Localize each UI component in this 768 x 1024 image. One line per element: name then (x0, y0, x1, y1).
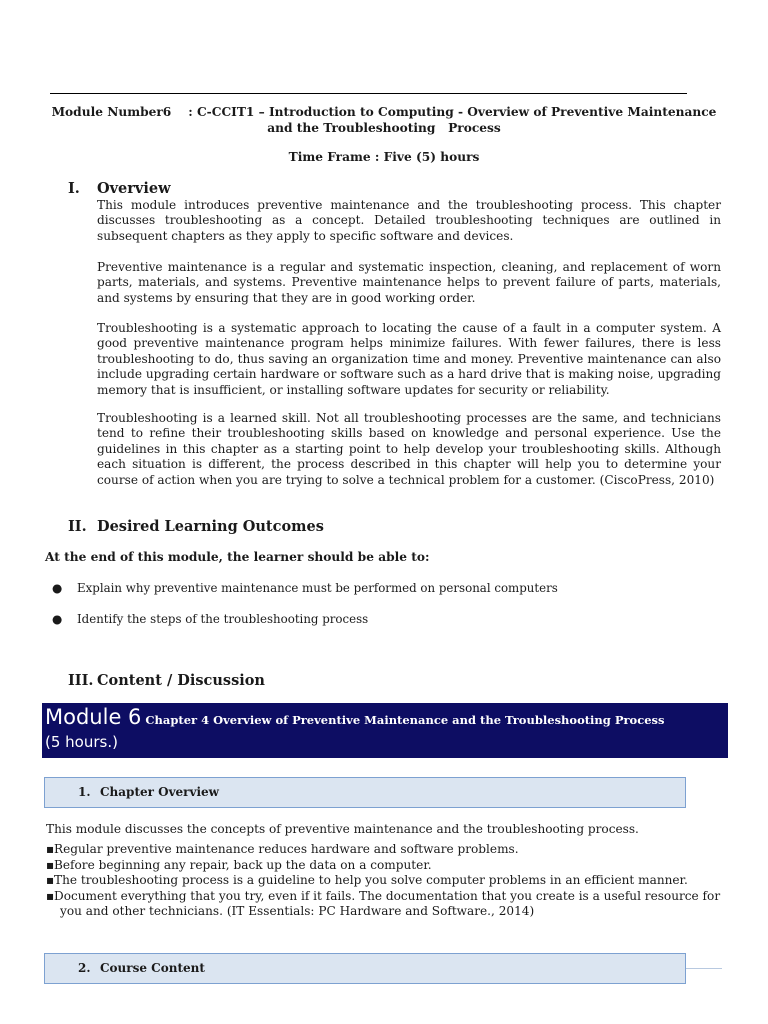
module-header (40, 104, 728, 136)
time-frame: Time Frame : Five (5) hours (288, 150, 480, 164)
chapter-overview-heading (44, 777, 686, 808)
bullet-icon: ▪ (46, 842, 55, 856)
list-item (40, 842, 730, 858)
divider (686, 968, 722, 969)
overview-paragraph: This module introduces preventive maintenance and the troubleshooting process. This chapter discusses troubleshooting as a concept. Detailed troubleshooting techniques are outlined in subsequent chapters as they apply to specific software and devices. (97, 198, 721, 243)
bullet-icon: ● (52, 581, 63, 595)
module-header-line1: Module Number6 : C-CCIT1 – Introduction to Computing - Overview of Preventive Maintenance (51, 105, 717, 119)
bullet-icon: ▪ (46, 873, 55, 887)
heading-number: 1. (78, 785, 91, 799)
chapter-overview-intro: This module discusses the concepts of preventive maintenance and the troubleshooting process. (46, 822, 639, 836)
list-item (52, 581, 558, 595)
heading-text: Course Content (100, 961, 205, 975)
section-number: I. (68, 180, 80, 197)
list-item-text: The troubleshooting process is a guideline to help you solve computer problems in an efficient manner. (54, 873, 688, 887)
list-item (40, 858, 730, 874)
module-banner-title: Module 6 (45, 705, 142, 729)
section-number: II. (68, 518, 87, 535)
bullet-icon: ▪ (46, 888, 55, 903)
heading-text: Chapter Overview (100, 785, 219, 799)
list-item (40, 889, 730, 920)
module-banner-hours: (5 hours.) (45, 733, 118, 751)
chapter-overview-list (40, 842, 730, 920)
section-content-title (68, 672, 265, 689)
header-rule (50, 93, 687, 94)
outcomes-lead: At the end of this module, the learner should be able to: (45, 550, 430, 564)
bullet-icon: ▪ (46, 857, 55, 872)
section-overview-title (68, 180, 171, 197)
section-outcomes-title (68, 518, 324, 535)
course-content-heading (44, 953, 686, 984)
list-item-text: Document everything that you try, even if it fails. The documentation that you create is a useful resource for you and other technicians. (IT Essentials: PC Hardware and Software., 2014) (54, 888, 721, 918)
bullet-icon: ● (52, 612, 63, 626)
module-header-line2: and the Troubleshooting Process (267, 121, 501, 135)
module-banner (42, 703, 728, 758)
heading-number: 2. (78, 961, 91, 975)
section-number: III. (68, 672, 94, 689)
module-banner-chapter: Chapter 4 Overview of Preventive Maintenance and the Troubleshooting Process (145, 713, 665, 727)
section-title-text: Overview (97, 180, 171, 197)
overview-paragraph: Troubleshooting is a learned skill. Not all troubleshooting processes are the same, and technicians tend to refine their troubleshooting skills based on knowledge and personal experience. Use the guidelines in this chapter as a starting point to help develop your troubleshooting skills. Although each situation is different, the process described in this chapter will help you to determine your course of action when you are trying to solve a technical problem for a customer. (CiscoPress, 2010) (97, 411, 721, 487)
list-item-text: Before beginning any repair, back up the data on a computer. (54, 857, 432, 872)
list-item (40, 873, 730, 889)
section-title-text: Desired Learning Outcomes (97, 518, 324, 535)
section-title-text: Content / Discussion (97, 672, 265, 689)
list-item (52, 612, 368, 626)
overview-paragraph: Preventive maintenance is a regular and systematic inspection, cleaning, and replacement of worn parts, materials, and systems. Preventive maintenance helps to prevent failure of parts, materials, and systems by ensuring that they are in good working order. (97, 260, 721, 305)
list-item-text: Regular preventive maintenance reduces hardware and software problems. (54, 842, 519, 856)
outcome-text: Identify the steps of the troubleshooting process (77, 612, 369, 626)
outcome-text: Explain why preventive maintenance must be performed on personal computers (77, 581, 558, 595)
overview-paragraph: Troubleshooting is a systematic approach to locating the cause of a fault in a computer system. A good preventive maintenance program helps minimize failures. With fewer failures, there is less troubleshooting to do, thus saving an organization time and money. Preventive maintenance can also include upgrading certain hardware or software such as a hard drive that is making noise, upgrading memory that is insufficient, or installing software updates for security or reliability. (97, 321, 721, 397)
